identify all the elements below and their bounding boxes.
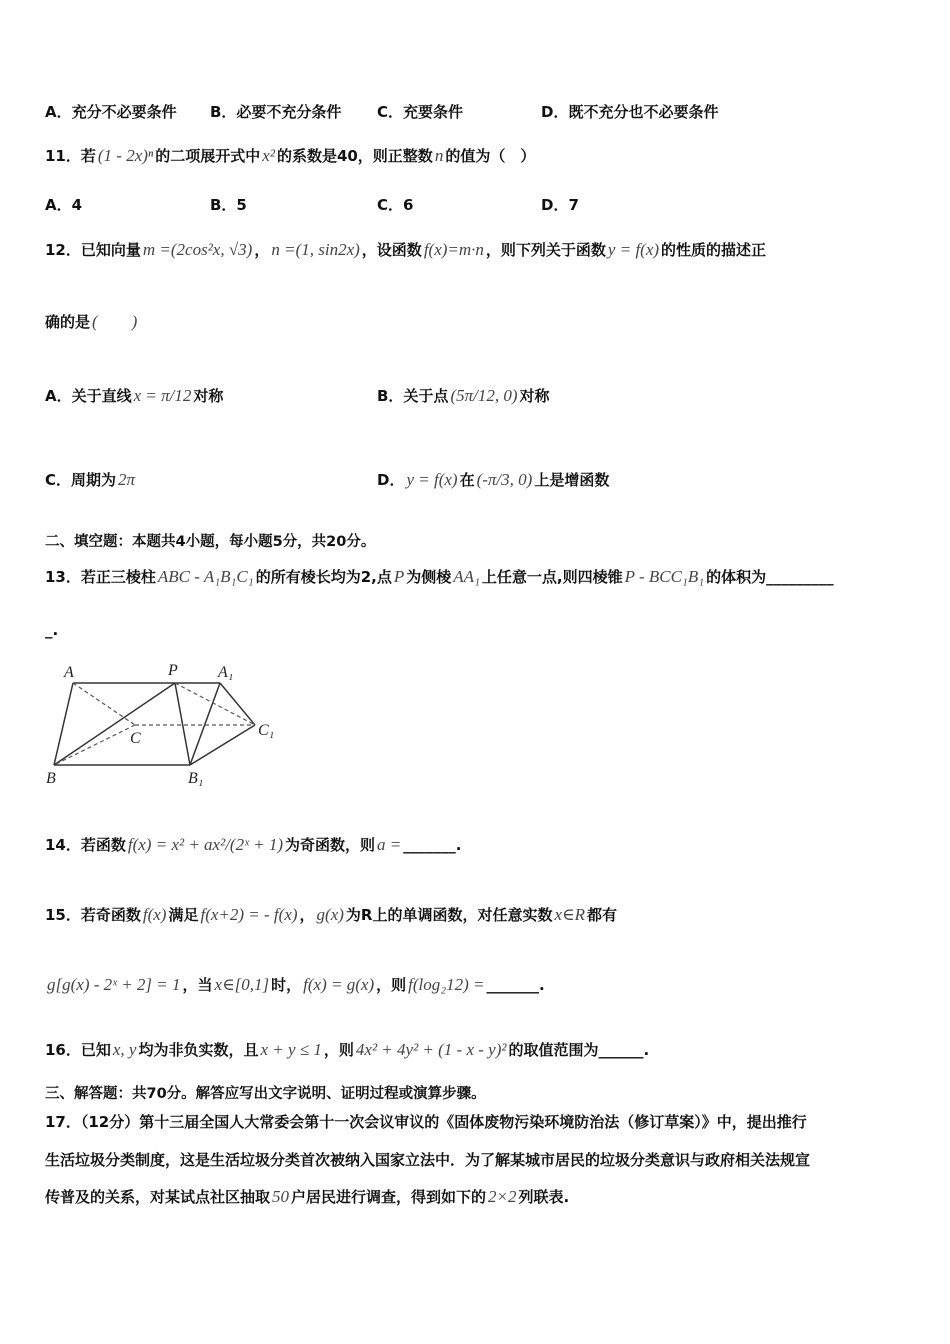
text-segment: 为侧棱 — [406, 568, 452, 586]
text-segment: B．必要不充分条件 — [210, 103, 342, 121]
text-segment: 在 — [459, 471, 475, 489]
q15-stem-line2 — [45, 975, 545, 995]
text-segment: C．周期为 — [45, 471, 117, 489]
text-segment: 13．若正三棱柱 — [45, 568, 156, 586]
text-segment: A．关于直线 — [45, 387, 132, 405]
math-expression: y = f(x) — [607, 240, 660, 259]
math-expression: f(x) = x² + ax²/(2ˣ + 1) — [127, 835, 284, 854]
text-segment: 15．若奇函数 — [45, 906, 141, 924]
text-segment: 传普及的关系，对某试点社区抽取 — [45, 1188, 271, 1206]
math-expression: (5π/12, 0) — [450, 386, 518, 405]
text-segment: ，则 — [323, 1041, 354, 1059]
math-expression: f(x) — [142, 905, 167, 924]
text-segment: 均为非负实数，且 — [138, 1041, 259, 1059]
text-segment: 满足 — [168, 906, 199, 924]
label-c: C — [130, 730, 141, 747]
math-expression: 4x² + 4y² + (1 - x - y)² — [355, 1040, 507, 1059]
text-segment: D．7 — [541, 196, 579, 214]
q11-option-d — [541, 195, 579, 215]
text-segment: 的系数是40，则正整数 — [276, 147, 433, 165]
q13-stem-line1 — [45, 567, 834, 587]
math-expression: x∈[0,1] — [214, 975, 270, 994]
text-segment: 对称 — [519, 387, 550, 405]
text-segment: D．既不充分也不必要条件 — [541, 103, 719, 121]
text-segment: 确的是 — [45, 313, 91, 331]
q11-option-c — [377, 195, 413, 215]
q12-stem-line1 — [45, 240, 766, 260]
text-segment: 上是增函数 — [534, 471, 610, 489]
text-segment: 的取值范围为______. — [508, 1041, 650, 1059]
text-segment: 列联表. — [518, 1188, 570, 1206]
math-expression: 2×2 — [488, 1187, 517, 1206]
math-expression: f(x)=m·n — [423, 240, 484, 259]
math-expression: m =(2cos²x, √3) — [142, 240, 253, 259]
math-expression: y = f(x) — [406, 470, 458, 489]
text-segment: 为R上的单调函数，对任意实数 — [345, 906, 553, 924]
section-3-heading — [45, 1084, 486, 1104]
text-segment: 的体积为_________ — [706, 568, 834, 586]
math-expression: n =(1, sin2x) — [271, 240, 360, 259]
text-segment: 12．已知向量 — [45, 241, 141, 259]
math-expression: x² — [262, 146, 275, 165]
text-segment: ，当 — [182, 976, 213, 994]
q11-option-a — [45, 195, 82, 215]
text-segment: 的性质的描述正 — [661, 241, 767, 259]
label-p: P — [168, 662, 178, 679]
q10-option-d — [541, 102, 718, 122]
section-2-heading — [45, 532, 375, 552]
text-segment: 16．已知 — [45, 1041, 111, 1059]
q12-stem-line2 — [45, 312, 139, 332]
text-segment: 为奇函数，则 — [285, 836, 376, 854]
label-b1: B₁ — [188, 770, 204, 787]
text-segment: _______. — [403, 836, 462, 854]
text-segment: 上任意一点,则四棱锥 — [481, 568, 623, 586]
math-expression: 2π — [118, 470, 136, 489]
text-segment: 的所有棱长均为2,点 — [255, 568, 392, 586]
math-expression: (1 - 2x)ⁿ — [97, 146, 154, 165]
label-a: A — [64, 664, 74, 681]
text-segment: A．充分不必要条件 — [45, 103, 177, 121]
text-segment: 时， — [271, 976, 302, 994]
text-segment: ，则下列关于函数 — [485, 241, 606, 259]
text-segment: D． — [377, 471, 405, 489]
math-expression: n — [434, 146, 444, 165]
text-segment: ，则 — [376, 976, 407, 994]
prism-figure — [40, 655, 290, 790]
q17-line2 — [45, 1150, 810, 1170]
math-expression: ( ) — [92, 312, 138, 331]
q10-option-a — [45, 102, 177, 122]
q12-option-b — [377, 386, 550, 406]
q11-option-b — [210, 195, 247, 215]
math-expression: P — [393, 567, 405, 586]
math-expression: (-π/3, 0) — [476, 470, 533, 489]
math-expression: x, y — [112, 1040, 137, 1059]
text-segment: 对称 — [193, 387, 224, 405]
q10-option-c — [377, 102, 463, 122]
math-expression: ABC - A₁B₁C₁ — [157, 567, 254, 586]
math-expression: f(x+2) = - f(x) — [200, 905, 298, 924]
text-segment: B．5 — [210, 196, 247, 214]
math-expression: 50 — [272, 1187, 290, 1206]
math-expression: x = π/12 — [133, 386, 192, 405]
text-segment: 的值为（ ） — [445, 147, 536, 165]
q16-stem — [45, 1040, 649, 1060]
q17-line1 — [45, 1112, 807, 1132]
text-segment: ， — [299, 906, 315, 924]
q17-line3 — [45, 1187, 569, 1207]
text-segment: 17．（12分）第十三届全国人大常委会第十一次会议审议的《固体废物污染环境防治法（修订草案）》中，提出推行 — [45, 1113, 807, 1131]
text-segment: 二、填空题：本题共4小题，每小题5分，共20分。 — [45, 534, 376, 550]
text-segment: 14．若函数 — [45, 836, 126, 854]
q15-stem-line1 — [45, 905, 617, 925]
text-segment: B．关于点 — [377, 387, 449, 405]
math-expression: g[g(x) - 2ˣ + 2] = 1 — [47, 975, 181, 994]
text-segment: 的二项展开式中 — [155, 147, 261, 165]
text-segment: A．4 — [45, 196, 83, 214]
text-segment: _______. — [486, 976, 545, 994]
text-segment: 户居民进行调查，得到如下的 — [291, 1188, 487, 1206]
text-segment: 三、解答题：共70分。解答应写出文字说明、证明过程或演算步骤。 — [45, 1086, 486, 1102]
math-expression: P - BCC₁B₁ — [624, 567, 705, 586]
text-segment: 生活垃圾分类制度，这是生活垃圾分类首次被纳入国家立法中．为了解某城市居民的垃圾分类意识与政府相关法规宣 — [45, 1151, 811, 1169]
text-segment: 11．若 — [45, 147, 96, 165]
math-expression: g(x) — [316, 905, 344, 924]
q10-option-b — [210, 102, 341, 122]
q12-option-a — [45, 386, 223, 406]
math-expression: x∈R — [554, 905, 585, 924]
label-a1: A₁ — [218, 664, 234, 681]
text-segment: ， — [254, 241, 270, 259]
math-expression: f(x) = g(x) — [303, 975, 375, 994]
text-segment: _. — [45, 621, 59, 639]
math-expression: AA₁ — [453, 567, 480, 586]
q14-stem — [45, 835, 461, 855]
text-segment: ，设函数 — [361, 241, 422, 259]
q11-stem — [45, 146, 535, 166]
math-expression: a = — [377, 835, 402, 854]
label-b: B — [46, 770, 56, 787]
math-expression: f(log₂12) = — [408, 975, 485, 994]
math-expression: x + y ≤ 1 — [260, 1040, 322, 1059]
text-segment: 都有 — [587, 906, 618, 924]
q13-stem-line2 — [45, 620, 58, 640]
text-segment: C．6 — [377, 196, 414, 214]
text-segment: C．充要条件 — [377, 103, 464, 121]
q12-option-d — [377, 470, 609, 490]
q12-option-c — [45, 470, 137, 490]
label-c1: C₁ — [258, 722, 275, 739]
